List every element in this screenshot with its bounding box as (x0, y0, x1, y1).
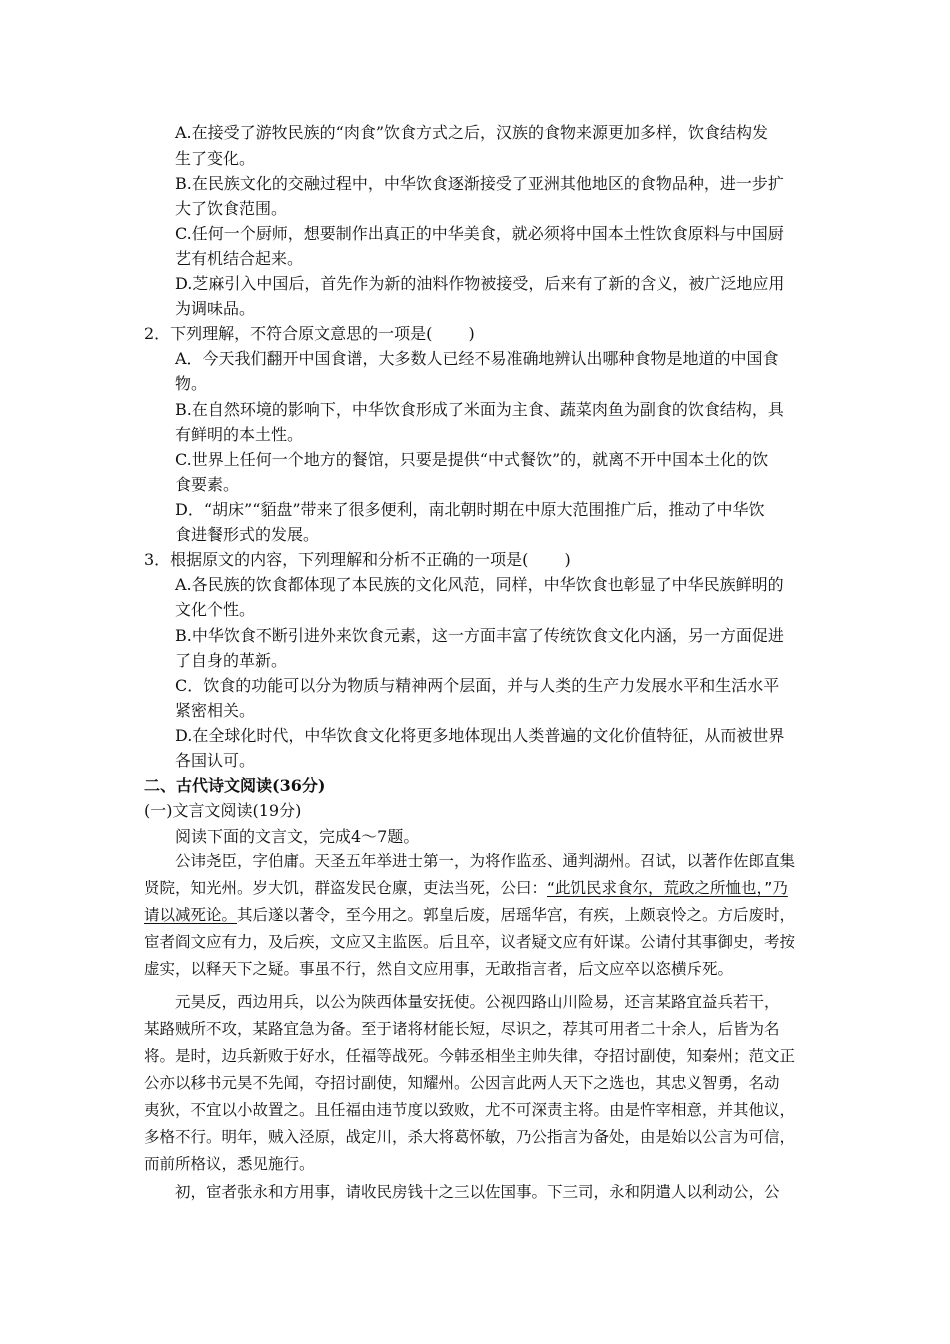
passage-p3-line1: 初，宦者张永和方用事，请收民房钱十之三以佐国事。下三司，永和阴遣人以利动公，公 (175, 1183, 780, 1201)
q2-option-c-line1: C.世界上任何一个地方的餐馆，只要是提供“中式餐饮”的，就离不开中国本土化的饮 (175, 450, 769, 469)
subsection-heading: (一)文言文阅读(19分) (144, 801, 302, 820)
q1-option-d-line1: D.芝麻引入中国后，首先作为新的油料作物被接受，后来有了新的含义，被广泛地应用 (175, 274, 785, 293)
q2-stem: 2．下列理解，不符合原文意思的一项是( ) (144, 324, 475, 343)
q1-option-a-line2: 生了变化。 (175, 149, 256, 168)
passage-p2-line6: 多格不行。明年，贼入泾原，战定川，杀大将葛怀敏，乃公指言为备处，由是始以公言为可信， (144, 1128, 796, 1146)
passage-p1-line1: 公讳尧臣，字伯庸。天圣五年举进士第一，为将作监丞、通判湖州。召试，以著作佐郎直集 (175, 852, 796, 870)
passage-p2-line5: 夷狄，不宜以小故置之。且任福由违节度以致败，尤不可深责主将。由是忤宰相意，并其他议， (144, 1101, 796, 1119)
underlined-translation-sentence: “此饥民求食尔，荒政之所恤也，”乃 (547, 879, 788, 897)
q2-option-c-line2: 食要素。 (175, 475, 240, 494)
passage-p2-line3: 将。是时，边兵新败于好水，任福等战死。今韩丞相坐主帅失律，夺招讨副使，知秦州；范文正 (144, 1047, 796, 1065)
q3-option-b-line2: 了自身的革新。 (175, 651, 288, 670)
q3-option-d-line2: 各国认可。 (175, 751, 256, 770)
q2-option-b-line1: B.在自然环境的影响下，中华饮食形成了米面为主食、蔬菜肉鱼为副食的饮食结构，具 (175, 400, 784, 419)
passage-p1-line5: 虚实，以释天下之疑。事虽不行，然自文应用事，无敢指言者，后文应卒以恣横斥死。 (144, 960, 734, 978)
q2-option-b-line2: 有鲜明的本土性。 (175, 425, 304, 444)
q3-option-a-line1: A.各民族的饮食都体现了本民族的文化风范，同样，中华饮食也彰显了中华民族鲜明的 (175, 575, 784, 594)
q3-stem: 3．根据原文的内容，下列理解和分析不正确的一项是( ) (144, 550, 571, 569)
q3-option-a-line2: 文化个性。 (175, 600, 256, 619)
q3-option-c-line2: 紧密相关。 (175, 701, 256, 720)
q1-option-b-line1: B.在民族文化的交融过程中，中华饮食逐渐接受了亚洲其他地区的食物品种，进一步扩 (175, 174, 784, 193)
q2-option-a-line1: A．今天我们翻开中国食谱，大多数人已经不易准确地辨认出哪种食物是地道的中国食 (175, 349, 779, 368)
passage-p1-line4: 宦者阎文应有力，及后疾，文应又主监医。后且卒，议者疑文应有奸谋。公请付其事御史，考按 (144, 933, 796, 951)
q1-option-c-line1: C.任何一个厨师，想要制作出真正的中华美食，就必须将中国本土性饮食原料与中国厨 (175, 224, 784, 243)
underlined-translation-sentence-end: 请以减死论。 (144, 906, 238, 924)
q2-option-a-line2: 物。 (175, 374, 208, 393)
q3-option-b-line1: B.中华饮食不断引进外来饮食元素，这一方面丰富了传统饮食文化内涵，另一方面促进 (175, 626, 784, 645)
q2-option-d-line2: 食进餐形式的发展。 (175, 525, 320, 544)
q2-option-d-line1: D．“胡床”“貊盘”带来了很多便利，南北朝时期在中原大范围推广后，推动了中华饮 (175, 500, 765, 519)
passage-p2-line1: 元昊反，西边用兵，以公为陕西体量安抚使。公视四路山川险易，还言某路宜益兵若干， (175, 993, 780, 1011)
q1-option-a-line1: A.在接受了游牧民族的“肉食”饮食方式之后，汉族的食物来源更加多样，饮食结构发 (175, 123, 769, 142)
passage-p2-line4: 公亦以移书元昊不先闻，夺招讨副使，知耀州。公因言此两人天下之选也，其忠义智勇，名动 (144, 1074, 780, 1092)
q3-option-c-line1: C．饮食的功能可以分为物质与精神两个层面，并与人类的生产力发展水平和生活水平 (175, 676, 780, 695)
q1-option-d-line2: 为调味品。 (175, 299, 256, 318)
passage-p1-line2: 贤院，知光州。岁大饥，群盗发民仓廪，吏法当死，公曰：“此饥民求食尔，荒政之所恤也，”乃 (144, 879, 788, 897)
q1-option-c-line2: 艺有机结合起来。 (175, 249, 304, 268)
passage-p2-line2: 某路贼所不攻，某路宜急为备。至于诸将材能长短，尽识之，荐其可用者二十余人，后皆为名 (144, 1020, 780, 1038)
section-heading: 二、古代诗文阅读(36分) (144, 776, 326, 795)
q3-option-d-line1: D.在全球化时代，中华饮食文化将更多地体现出人类普遍的文化价值特征，从而被世界 (175, 726, 785, 745)
passage-p1-line3: 请以减死论。其后遂以著令，至今用之。郭皇后废，居瑶华宫，有疾，上颇哀怜之。方后废时， (144, 906, 796, 924)
passage-p2-line7: 而前所格议，悉见施行。 (144, 1155, 315, 1173)
reading-instruction: 阅读下面的文言文，完成4～7题。 (175, 827, 420, 846)
q1-option-b-line2: 大了饮食范围。 (175, 199, 288, 218)
